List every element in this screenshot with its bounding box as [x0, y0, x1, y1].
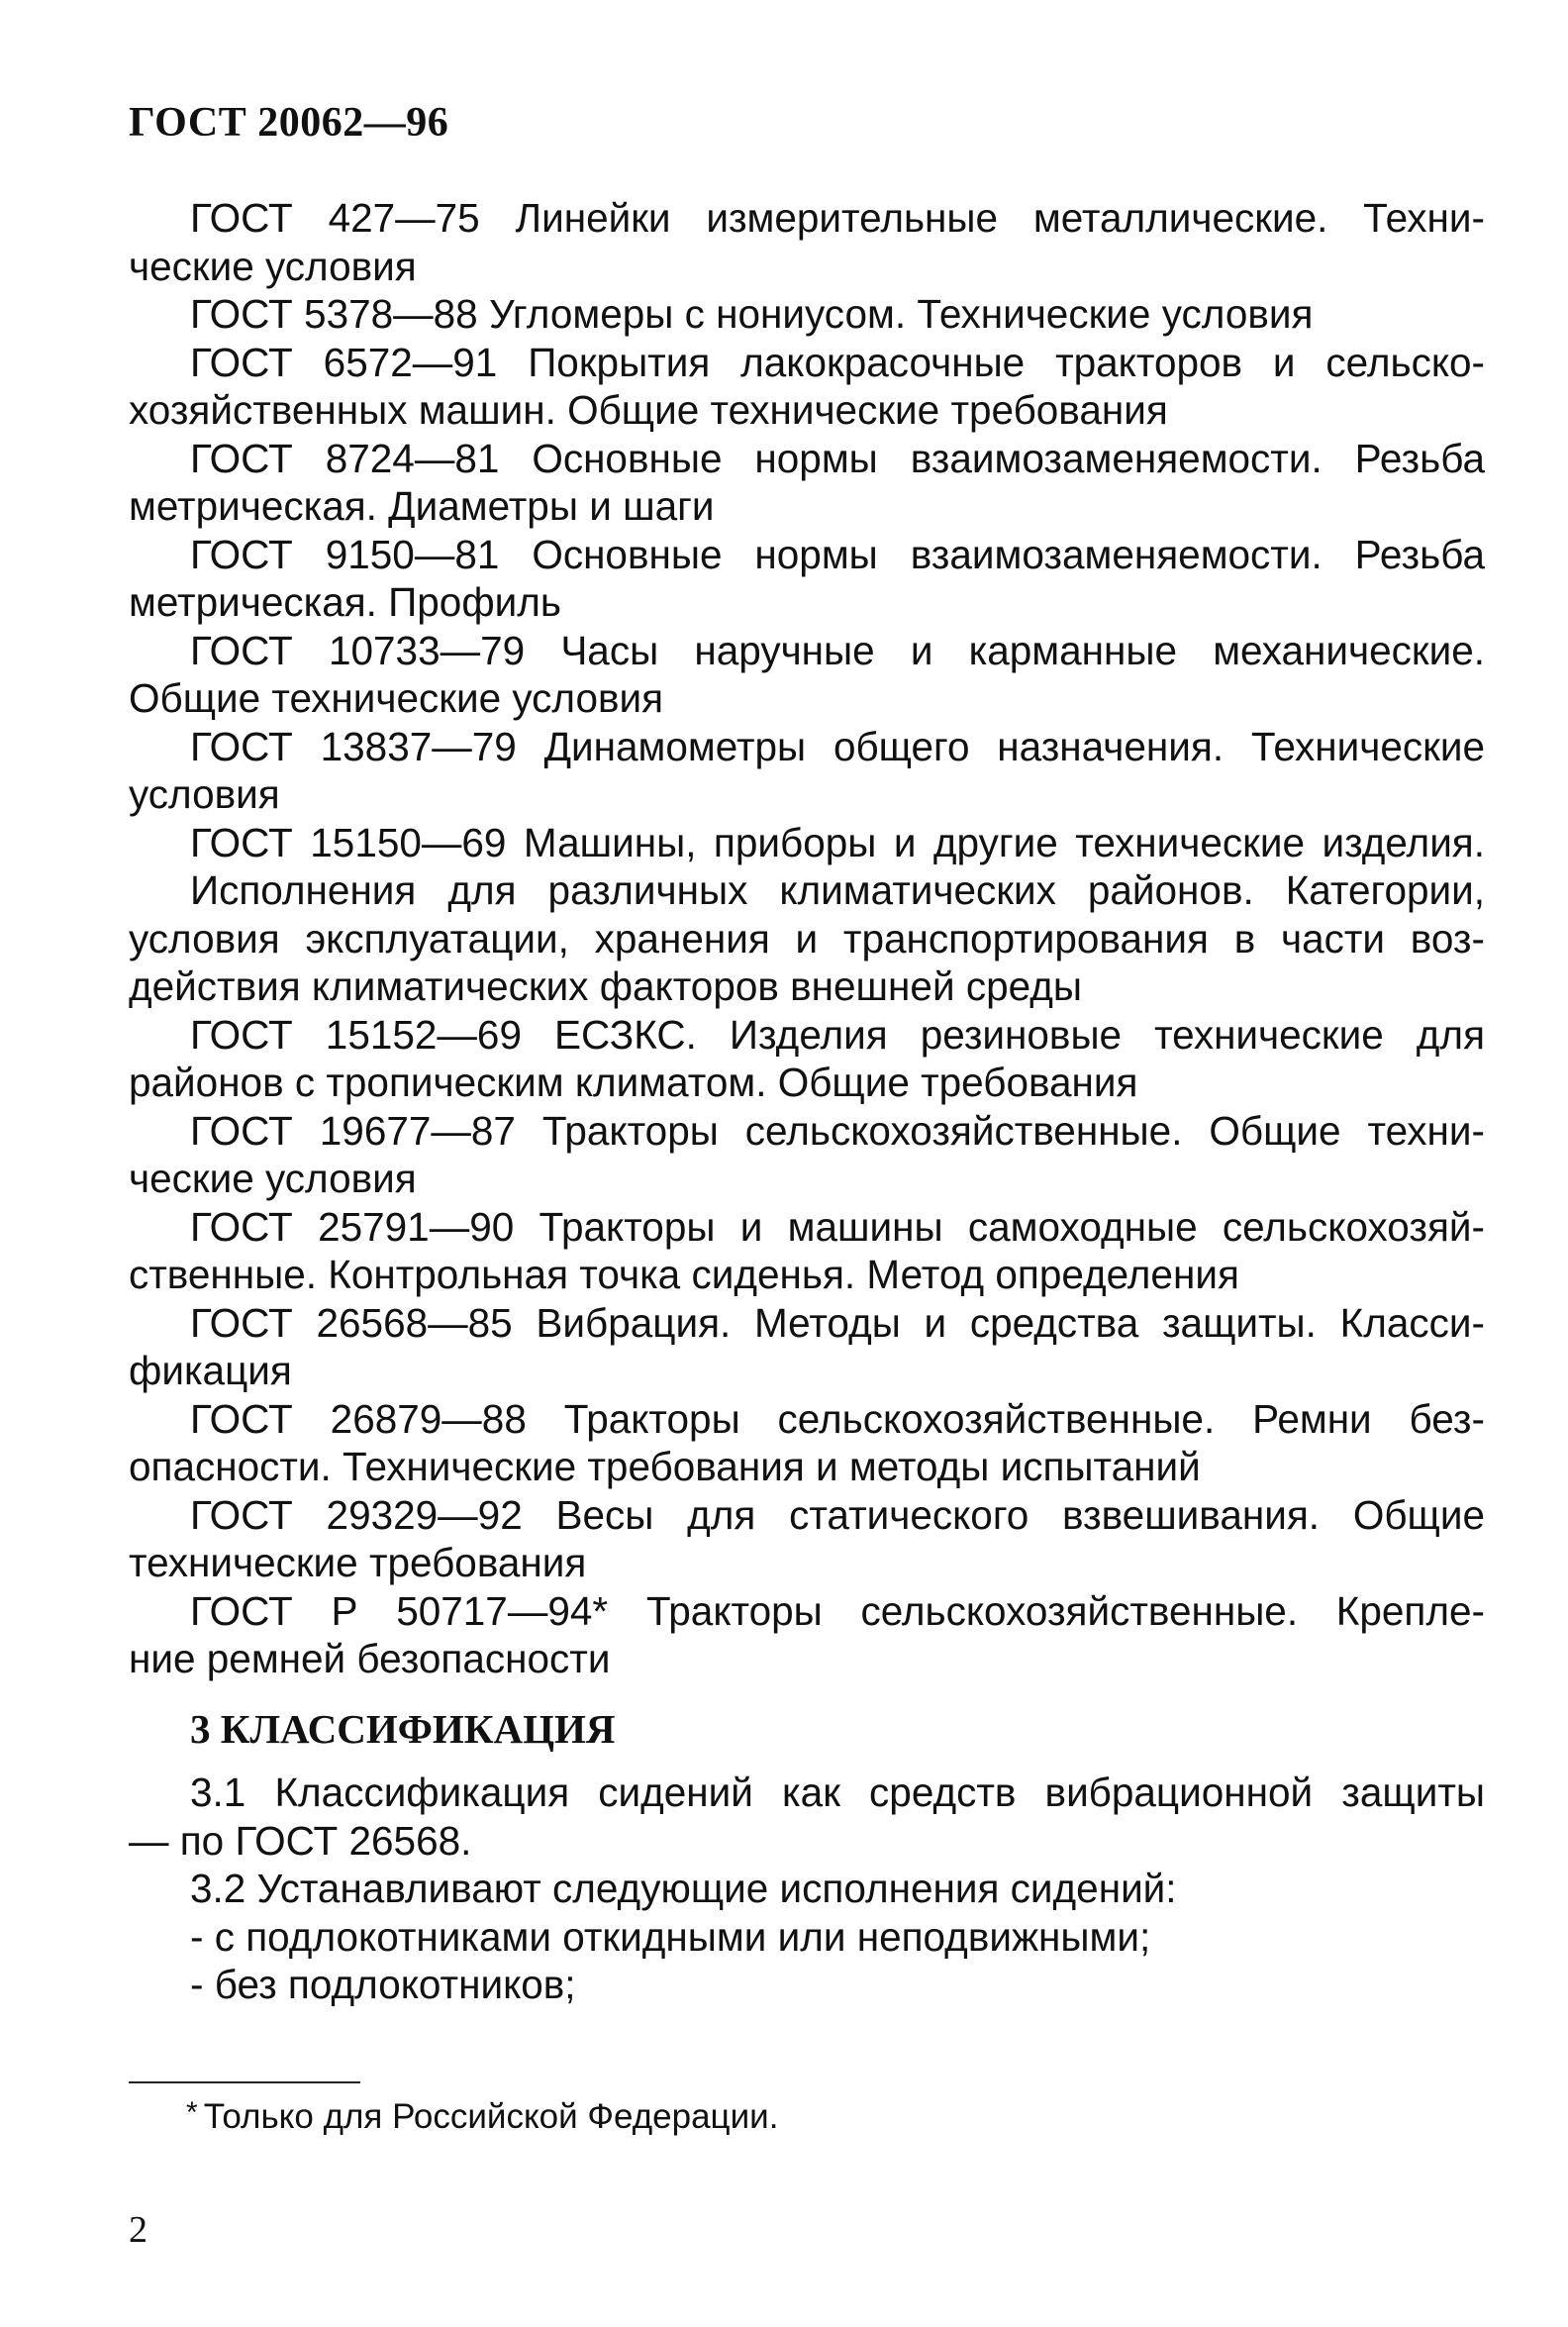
paragraph-3-1-continuation: — по ГОСТ 26568. [129, 1817, 472, 1864]
list-item: - без подлокотников; [190, 1962, 576, 2007]
footnote-divider [129, 2081, 360, 2083]
footnote [186, 2091, 778, 2139]
reference-item: ГОСТ 5378—88 Угломеры с нониусом. Технические условия [190, 291, 1314, 337]
reference-item: ГОСТ 15150—69 Машины, приборы и другие технические изделия. Исполнения для различных климатических районов. Категории, условия эксплуатации, хранения и транспортирования в части воз- действия климатических факторов внешней среды [129, 819, 1485, 1009]
normative-references-list [129, 194, 1485, 1683]
section-body [129, 1769, 1485, 2009]
reference-item: ГОСТ 13837—79 Динамометры общего назначения. Технические условия [129, 723, 1485, 817]
reference-item: ГОСТ 29329—92 Весы для статического взвешивания. Общие технические требования [129, 1491, 1485, 1585]
list-item: - с подлокотниками откидными или неподвижными; [190, 1913, 1151, 1960]
reference-item: ГОСТ 26879—88 Тракторы сельскохозяйственные. Ремни без- опасности. Технические требования и методы испытаний [129, 1395, 1485, 1489]
paragraph-3-2: 3.2 Устанавливают следующие исполнения сидений: [190, 1866, 1177, 1911]
reference-item: ГОСТ 9150—81 Основные нормы взаимозаменяемости. Резьба метрическая. Профиль [129, 531, 1485, 625]
document-header: ГОСТ 20062—96 [129, 100, 449, 146]
reference-item: ГОСТ 8724—81 Основные нормы взаимозаменяемости. Резьба метрическая. Диаметры и шаги [129, 435, 1485, 529]
reference-item: ГОСТ 15152—69 ЕСЗКС. Изделия резиновые технические для районов с тропическим климатом. Общие требования [129, 1011, 1485, 1105]
footnote-marker: * [186, 2096, 198, 2129]
section-heading: 3 КЛАССИФИКАЦИЯ [190, 1706, 616, 1752]
reference-item: ГОСТ 26568—85 Вибрация. Методы и средства защиты. Класси- фикация [129, 1299, 1485, 1393]
reference-item: ГОСТ 25791—90 Тракторы и машины самоходные сельскохозяй- ственные. Контрольная точка сиденья. Метод определения [129, 1203, 1485, 1297]
reference-item: ГОСТ 6572—91 Покрытия лакокрасочные тракторов и сельско- хозяйственных машин. Общие технические требования [129, 339, 1485, 433]
reference-item: ГОСТ 10733—79 Часы наручные и карманные механические. Общие технические условия [129, 627, 1485, 721]
reference-item: ГОСТ 427—75 Линейки измерительные металлические. Техни- ческие условия [129, 195, 1485, 289]
reference-item: ГОСТ Р 50717—94* Тракторы сельскохозяйственные. Крепле- ние ремней безопасности [129, 1587, 1485, 1681]
reference-item: ГОСТ 19677—87 Тракторы сельскохозяйственные. Общие техни- ческие условия [129, 1107, 1485, 1201]
footnote-text: Только для Российской Федерации. [203, 2097, 779, 2136]
paragraph-3-1: 3.1 Классификация сидений как средств вибрационной защиты [190, 1770, 1485, 1815]
page-number: 2 [129, 2209, 147, 2251]
